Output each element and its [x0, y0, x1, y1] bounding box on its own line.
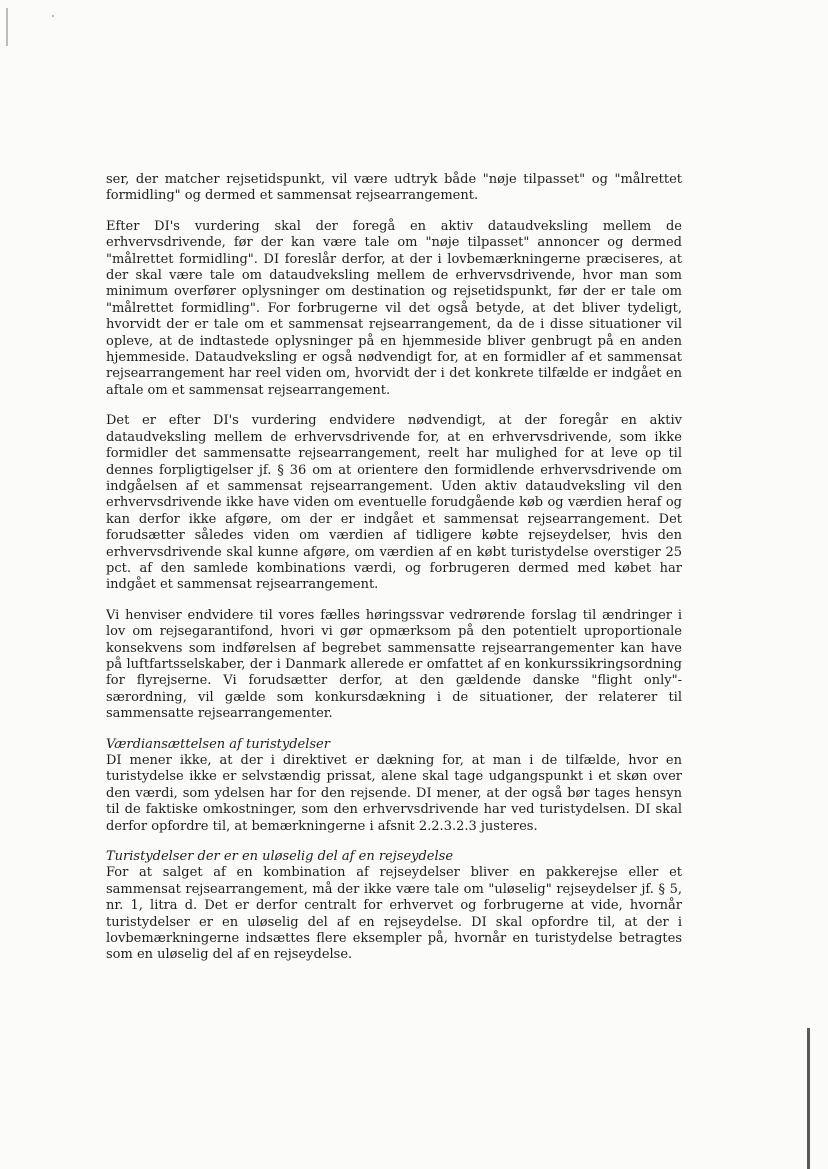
scan-dust-mark	[52, 15, 54, 17]
section-heading: Værdiansættelsen af turistydelser	[106, 736, 330, 752]
section-body: For at salget af en kombination af rejseydelser bliver en pakkerejse eller et sammensat rejsearrangement, må der ikke være tale om "uløselig" rejseydelser jf. § 5, nr. 1, litra d. Det er derfor centralt for erhvervet og forbrugerne at vide, hvornår turistydelser er en uløselig del af en rejseydelse. DI skal opfordre til, at der i lovbemærkningerne indsættes flere eksempler på, hvornår en turistydelse betragtes som en uløselig del af en rejseydelse.	[106, 865, 682, 963]
section-uloeselig-del	[106, 849, 682, 964]
section-vaerdiansaettelse	[106, 737, 682, 835]
scan-edge-mark-right	[807, 1028, 810, 1169]
paragraph-rejsegarantifond: Vi henviser endvidere til vores fælles høringssvar vedrørende forslag til ændringer i lov om rejsegarantifond, hvori vi gør opmærksom på den potentielt uproportionale konsekvens som indførelsen af begrebet sammensatte rejsearrangementer kan have på luftfartsselskaber, der i Danmark allerede er omfattet af en konkurssikringsordning for flyrejserne. Vi forudsætter derfor, at den gældende danske "flight only"-særordning, vil gælde som konkursdækning i de situationer, der relaterer til sammensatte rejsearrangementer.	[106, 607, 682, 722]
scan-edge-mark	[6, 8, 8, 46]
document-page	[106, 172, 682, 978]
paragraph-forpligtigelser: Det er efter DI's vurdering endvidere nødvendigt, at der foregår en aktiv dataudveksling mellem de erhvervsdrivende for, at en erhvervsdrivende, som ikke formidler det sammensatte rejsearrangement, reelt har mulighed for at leve op til dennes forpligtigelser jf. § 36 om at orientere den formidlende erhvervsdrivende om indgåelsen af et sammensat rejsearrangement. Uden aktiv dataudveksling vil den erhvervsdrivende ikke have viden om eventuelle forudgående køb og værdien heraf og kan derfor ikke afgøre, om der er indgået et sammensat rejsearrangement. Det forudsætter således viden om værdien af tidligere købte rejseydelser, hvis den erhvervsdrivende skal kunne afgøre, om værdien af en købt turistydelse overstiger 25 pct. af den samlede kombinations værdi, og forbrugeren dermed med købet har indgået et sammensat rejsearrangement.	[106, 413, 682, 593]
paragraph-dataudveksling: Efter DI's vurdering skal der foregå en aktiv dataudveksling mellem de erhvervsdrivende, før der kan være tale om "nøje tilpasset" annoncer og dermed "målrettet formidling". DI foreslår derfor, at der i lovbemærkningerne præciseres, at der skal være tale om dataudveksling mellem de erhvervsdrivende, hvor man som minimum overfører oplysninger om destination og rejsetidspunkt, før der er tale om "målrettet formidling". For forbrugerne vil det også betyde, at det bliver tydeligt, hvorvidt der er tale om et sammensat rejsearrangement, da de i disse situationer vil opleve, at de indtastede oplysninger på en hjemmeside bliver genbrugt på en anden hjemmeside. Dataudveksling er også nødvendigt for, at en formidler af et sammensat rejsearrangement har reel viden om, hvorvidt der i det konkrete tilfælde er indgået en aftale om et sammensat rejsearrangement.	[106, 218, 682, 398]
section-body: DI mener ikke, at der i direktivet er dækning for, at man i de tilfælde, hvor en turistydelse ikke er selvstændig prissat, alene skal tage udgangspunkt i et skøn over den værdi, som ydelsen har for den rejsende. DI mener, at der også bør tages hensyn til de faktiske omkostninger, som den erhvervsdrivende har ved turistydelsen. DI skal derfor opfordre til, at bemærkningerne i afsnit 2.2.3.2.3 justeres.	[106, 753, 682, 834]
section-heading: Turistydelser der er en uløselig del af en rejseydelse	[106, 849, 454, 865]
paragraph-continuation: ser, der matcher rejsetidspunkt, vil være udtryk både "nøje tilpasset" og "målrettet formidling" og dermed et sammensat rejsearrangement.	[106, 172, 682, 204]
